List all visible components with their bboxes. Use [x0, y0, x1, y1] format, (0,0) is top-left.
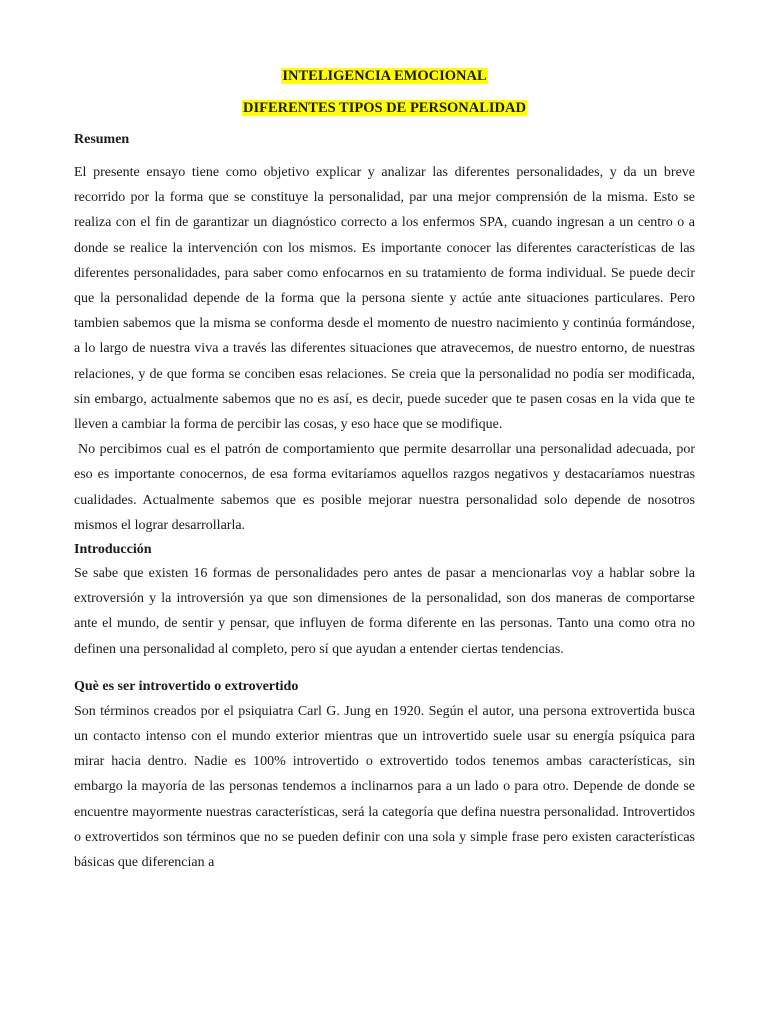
- section-heading-resumen: Resumen: [74, 132, 130, 147]
- document-subtitle-text: DIFERENTES TIPOS DE PERSONALIDAD: [243, 100, 526, 116]
- que-es-paragraph: Son términos creados por el psiquiatra Carl G. Jung en 1920. Según el autor, una persona extrovertida busca un contacto intenso con el mundo exterior mientras que un introvertido suele usar su energía psíquica para mirar hacia dentro. Nadie es 100% introvertido o extrovertido todos tenemos ambas características, sin embargo la mayoría de las personas tendemos a inclinarnos para a un lado o para otro. Depende de donde se encuentre mayormente nuestras características, será la categoría que defina nuestra personalidad. Introvertidos o extrovertidos son términos que no se pueden definir con una sola y simple frase pero existen características básicas que diferencian a: [74, 703, 695, 871]
- document-title-text: INTELIGENCIA EMOCIONAL: [282, 68, 487, 84]
- resumen-paragraph-1: El presente ensayo tiene como objetivo explicar y analizar las diferentes personalidades, y da un breve recorrido por la forma que se constituye la personalidad, par una mejor comprensión de la misma. Esto se realiza con el fin de garantizar un diagnóstico correcto a los enfermos SPA, cuando ingresan a un centro o a donde se realice la intervención con los mismos. Es importante conocer las diferentes características de las diferentes personalidades, para saber como enfocarnos en su tratamiento de forma individual. Se puede decir que la personalidad depende de la forma que la persona siente y actúe ante situaciones particulares. Pero tambien sabemos que la misma se conforma desde el momento de nuestro nacimiento y continúa formándose, a lo largo de nuestra viva a través las diferentes situaciones que atravecemos, de nuestro entorno, de nuestras relaciones, y de que forma se conciben esas relaciones. Se creia que la personalidad no podía ser modificada, sin embargo, actualmente sabemos que no es así, es decir, puede suceder que te pasen cosas en la vida que te lleven a cambiar la forma de percibir las cosas, y eso hace que se modifique.: [74, 165, 695, 433]
- document-title: [74, 66, 695, 86]
- document-page: [74, 66, 695, 875]
- introduccion-paragraph: Se sabe que existen 16 formas de personalidades pero antes de pasar a mencionarlas voy a hablar sobre la extroversión y la introversión ya que son dimensiones de la personalidad, son dos maneras de comportarse ante el mundo, de sentir y pensar, que influyen de forma diferente en las personas. Tanto una como otra no definen una personalidad al completo, pero sí que ayudan a entender ciertas tendencias.: [74, 566, 695, 657]
- section-heading-que-es: Què es ser introvertido o extrovertido: [74, 678, 299, 694]
- document-subtitle: [74, 98, 695, 118]
- section-heading-introduccion: Introducción: [74, 542, 152, 558]
- resumen-paragraph-2: No percibimos cual es el patrón de comportamiento que permite desarrollar una personalidad adecuada, por eso es importante conocernos, de esa forma evitaríamos aquellos razgos negativos y destacaríamos nuestras cualidades. Actualmente sabemos que es posible mejorar nuestra personalidad solo depende de nosotros mismos el lograr desarrollarla.: [74, 442, 695, 533]
